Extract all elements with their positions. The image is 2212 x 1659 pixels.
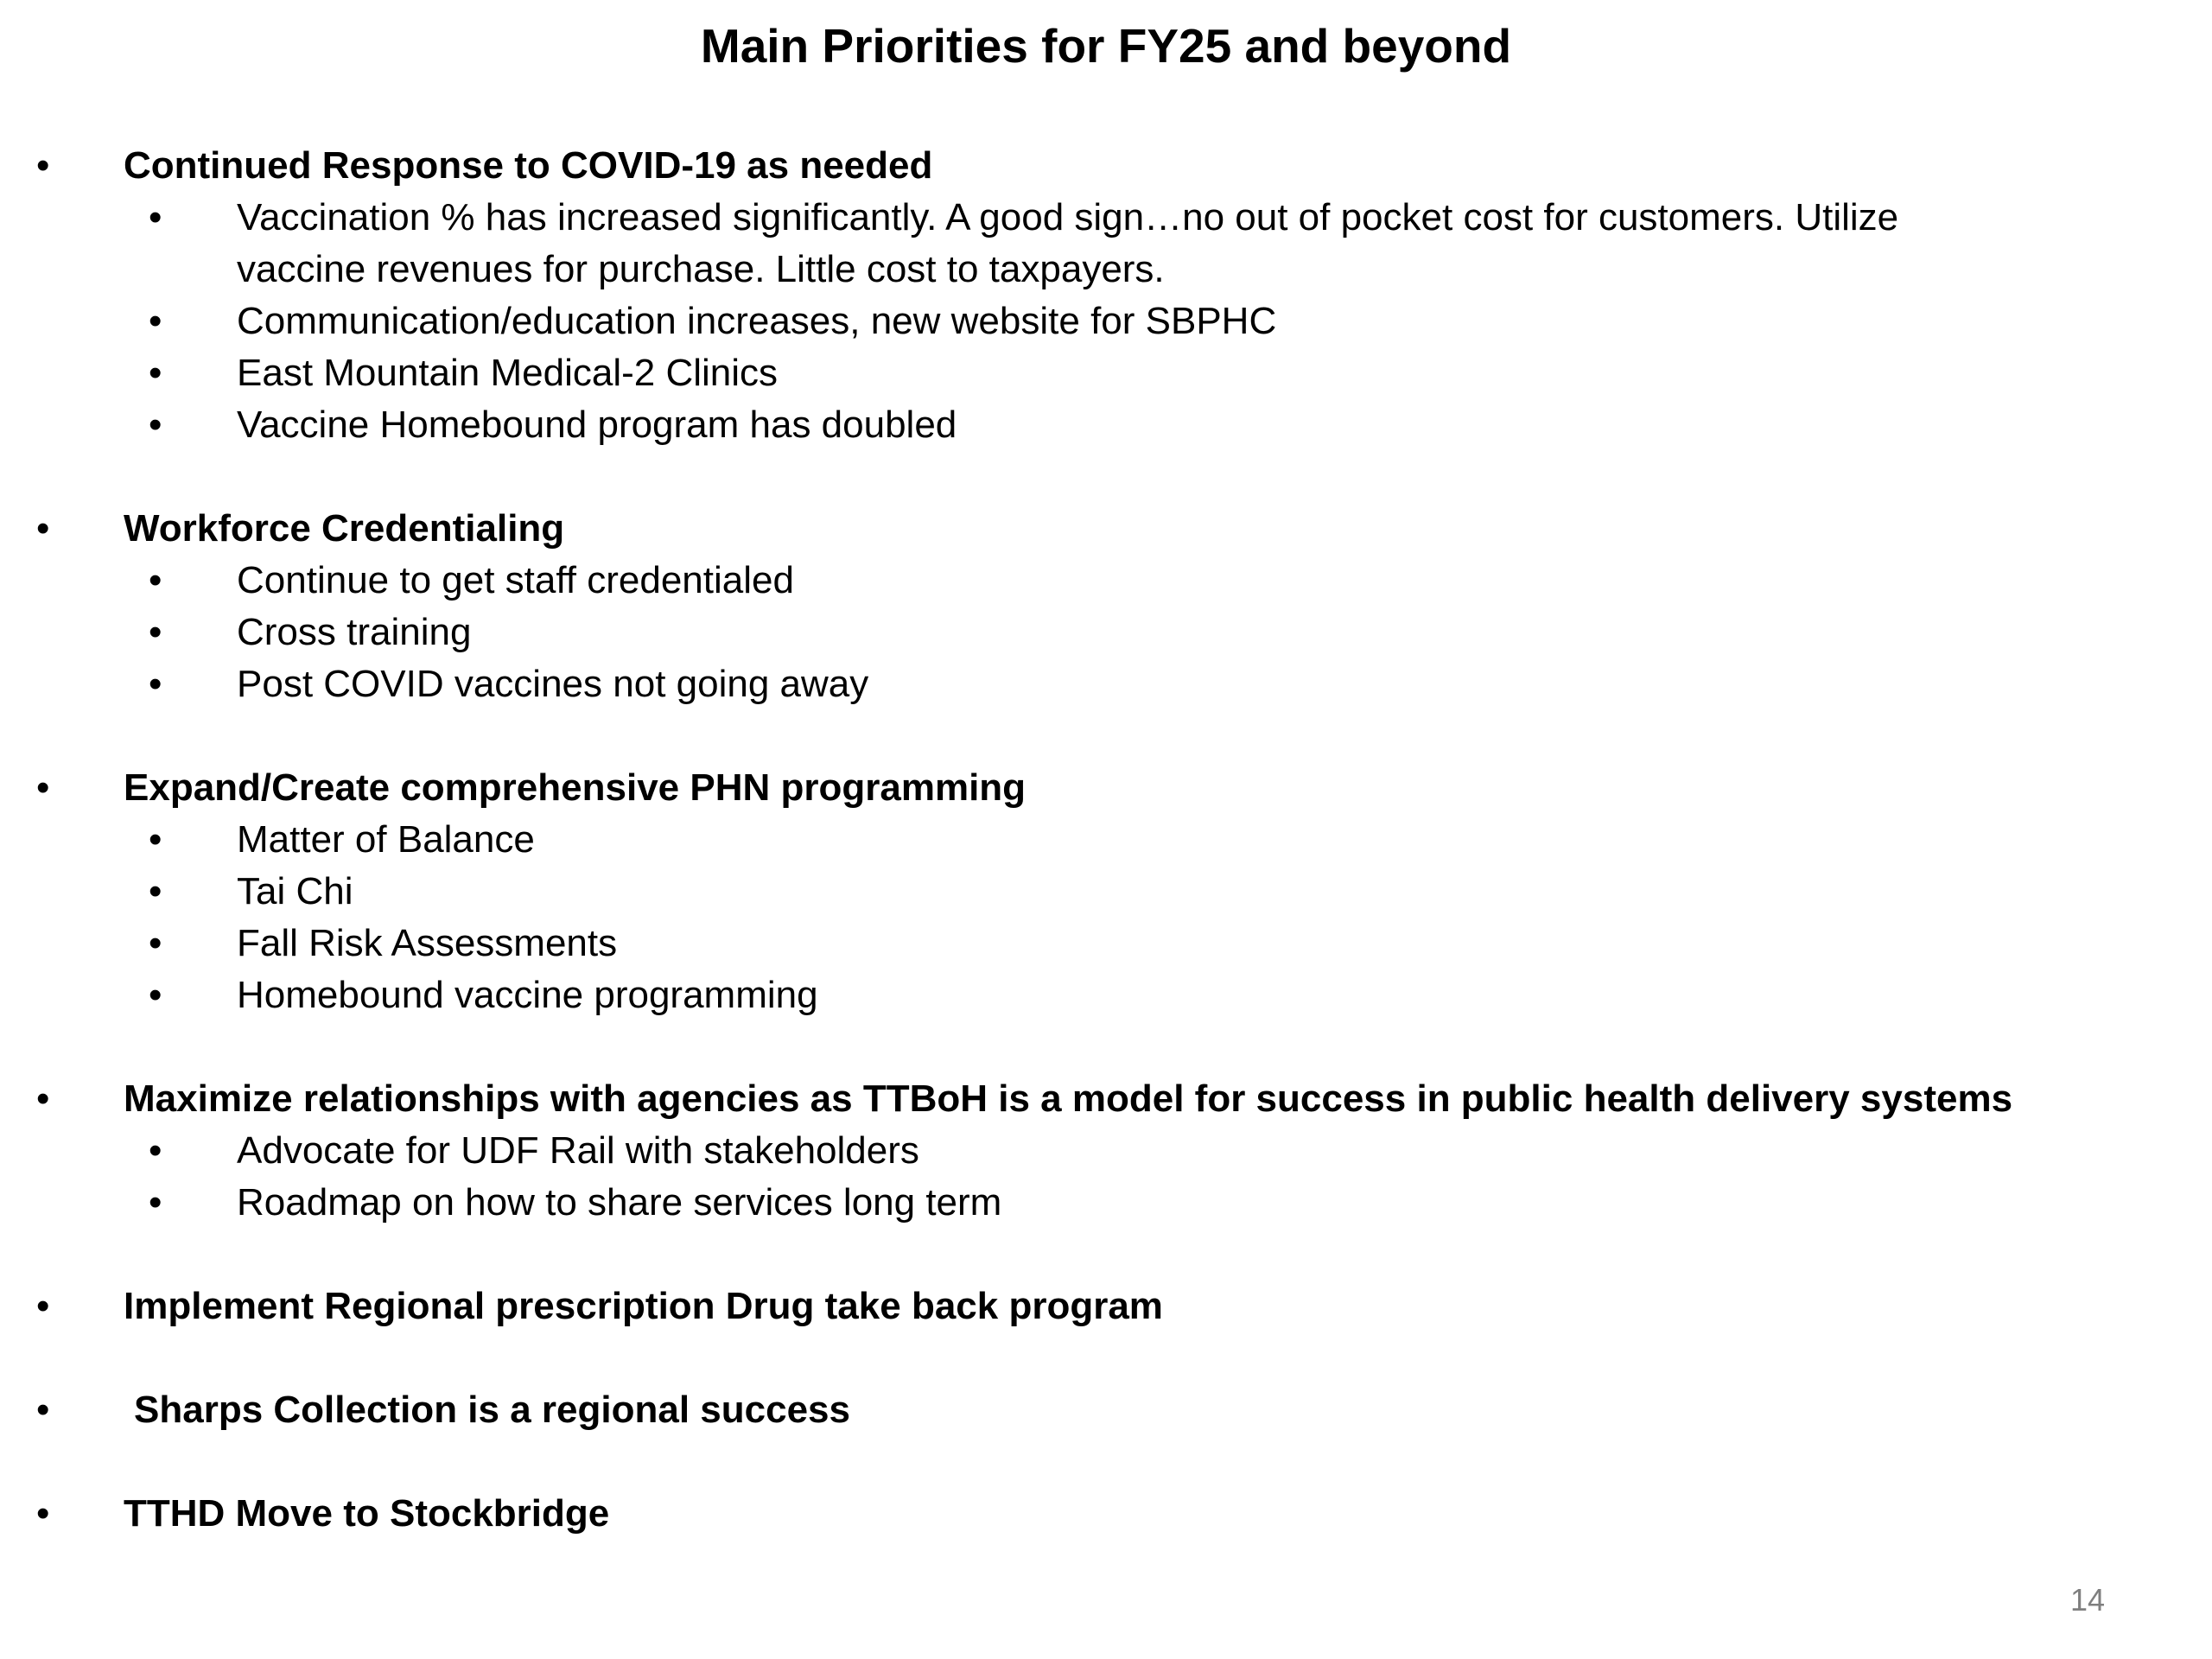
sub-bullet-item xyxy=(0,607,1965,658)
sub-bullet-text: Roadmap on how to share services long term xyxy=(237,1181,1002,1224)
priority-heading: Expand/Create comprehensive PHN programming xyxy=(124,766,1027,809)
priority-heading: Implement Regional prescription Drug take back program xyxy=(124,1285,1163,1327)
sub-bullet-text: Post COVID vaccines not going away xyxy=(237,663,869,705)
sub-bullet-list xyxy=(0,1125,2160,1229)
sub-bullet-item xyxy=(0,555,1965,607)
sub-bullet-text: Homebound vaccine programming xyxy=(237,974,818,1016)
priority-heading-row xyxy=(0,1384,2160,1436)
sub-bullet-item xyxy=(0,814,1965,866)
priority-item xyxy=(0,503,2160,710)
bullet-icon: • xyxy=(149,870,162,912)
bullet-icon: • xyxy=(149,922,162,964)
bullet-icon: • xyxy=(36,1492,50,1535)
priority-item xyxy=(0,762,2160,1021)
priority-item xyxy=(0,140,2160,451)
sub-bullet-item xyxy=(0,918,1965,969)
bullet-icon: • xyxy=(149,974,162,1016)
sub-bullet-item xyxy=(0,866,1965,918)
sub-bullet-list xyxy=(0,555,2160,710)
sub-bullet-text: Cross training xyxy=(237,611,472,653)
bullet-icon: • xyxy=(36,1285,50,1327)
sub-bullet-text: Vaccination % has increased significantly. A good sign…no out of pocket cost for customers. Utilize vaccine revenues for purchase. Little cost to taxpayers. xyxy=(237,196,1899,290)
priority-heading: Continued Response to COVID-19 as needed xyxy=(124,144,933,187)
sub-bullet-text: Continue to get staff credentialed xyxy=(237,559,794,601)
sub-bullet-item xyxy=(0,658,1965,710)
bullet-icon: • xyxy=(149,663,162,705)
sub-bullet-item xyxy=(0,399,1965,451)
priority-heading-row xyxy=(0,762,2160,814)
slide-title: Main Priorities for FY25 and beyond xyxy=(700,19,1512,73)
sub-bullet-text: Communication/education increases, new website for SBPHC xyxy=(237,300,1277,342)
sub-bullet-item xyxy=(0,347,1965,399)
bullet-icon: • xyxy=(149,196,162,238)
bullet-icon: • xyxy=(149,611,162,653)
bullet-icon: • xyxy=(149,300,162,342)
priority-item xyxy=(0,1488,2160,1540)
sub-bullet-list xyxy=(0,192,2160,451)
priority-heading: TTHD Move to Stockbridge xyxy=(124,1492,610,1535)
sub-bullet-text: Advocate for UDF Rail with stakeholders xyxy=(237,1129,919,1172)
sub-bullet-text: Vaccine Homebound program has doubled xyxy=(237,404,957,446)
sub-bullet-item xyxy=(0,1177,1965,1229)
priority-item xyxy=(0,1281,2160,1332)
priority-heading-row xyxy=(0,140,2160,192)
bullet-icon: • xyxy=(149,818,162,861)
priority-item xyxy=(0,1384,2160,1436)
bullet-icon: • xyxy=(36,1077,50,1120)
priority-item xyxy=(0,1073,2160,1229)
bullet-icon: • xyxy=(149,1181,162,1224)
sub-bullet-list xyxy=(0,814,2160,1021)
page-number: 14 xyxy=(2069,1582,2105,1618)
bullet-icon: • xyxy=(36,1389,50,1431)
priority-heading-row xyxy=(0,1281,2160,1332)
bullet-icon: • xyxy=(149,352,162,394)
bullet-icon: • xyxy=(149,1129,162,1172)
priority-heading: Workforce Credentialing xyxy=(124,507,565,550)
sub-bullet-item xyxy=(0,192,1965,296)
sub-bullet-item xyxy=(0,969,1965,1021)
sub-bullet-item xyxy=(0,1125,1965,1177)
priority-list xyxy=(0,140,2160,1592)
bullet-icon: • xyxy=(36,507,50,550)
sub-bullet-text: Tai Chi xyxy=(237,870,353,912)
priority-heading-row xyxy=(0,503,2160,555)
priority-heading: Maximize relationships with agencies as TTBoH is a model for success in public health delivery systems xyxy=(124,1077,2013,1120)
priority-heading-row xyxy=(0,1488,2160,1540)
bullet-icon: • xyxy=(36,766,50,809)
priority-heading-row xyxy=(0,1073,2160,1125)
priority-heading: Sharps Collection is a regional success xyxy=(134,1389,850,1431)
bullet-icon: • xyxy=(36,144,50,187)
sub-bullet-text: Fall Risk Assessments xyxy=(237,922,618,964)
sub-bullet-item xyxy=(0,296,1965,347)
sub-bullet-text: East Mountain Medical-2 Clinics xyxy=(237,352,779,394)
bullet-icon: • xyxy=(149,559,162,601)
sub-bullet-text: Matter of Balance xyxy=(237,818,535,861)
bullet-icon: • xyxy=(149,404,162,446)
